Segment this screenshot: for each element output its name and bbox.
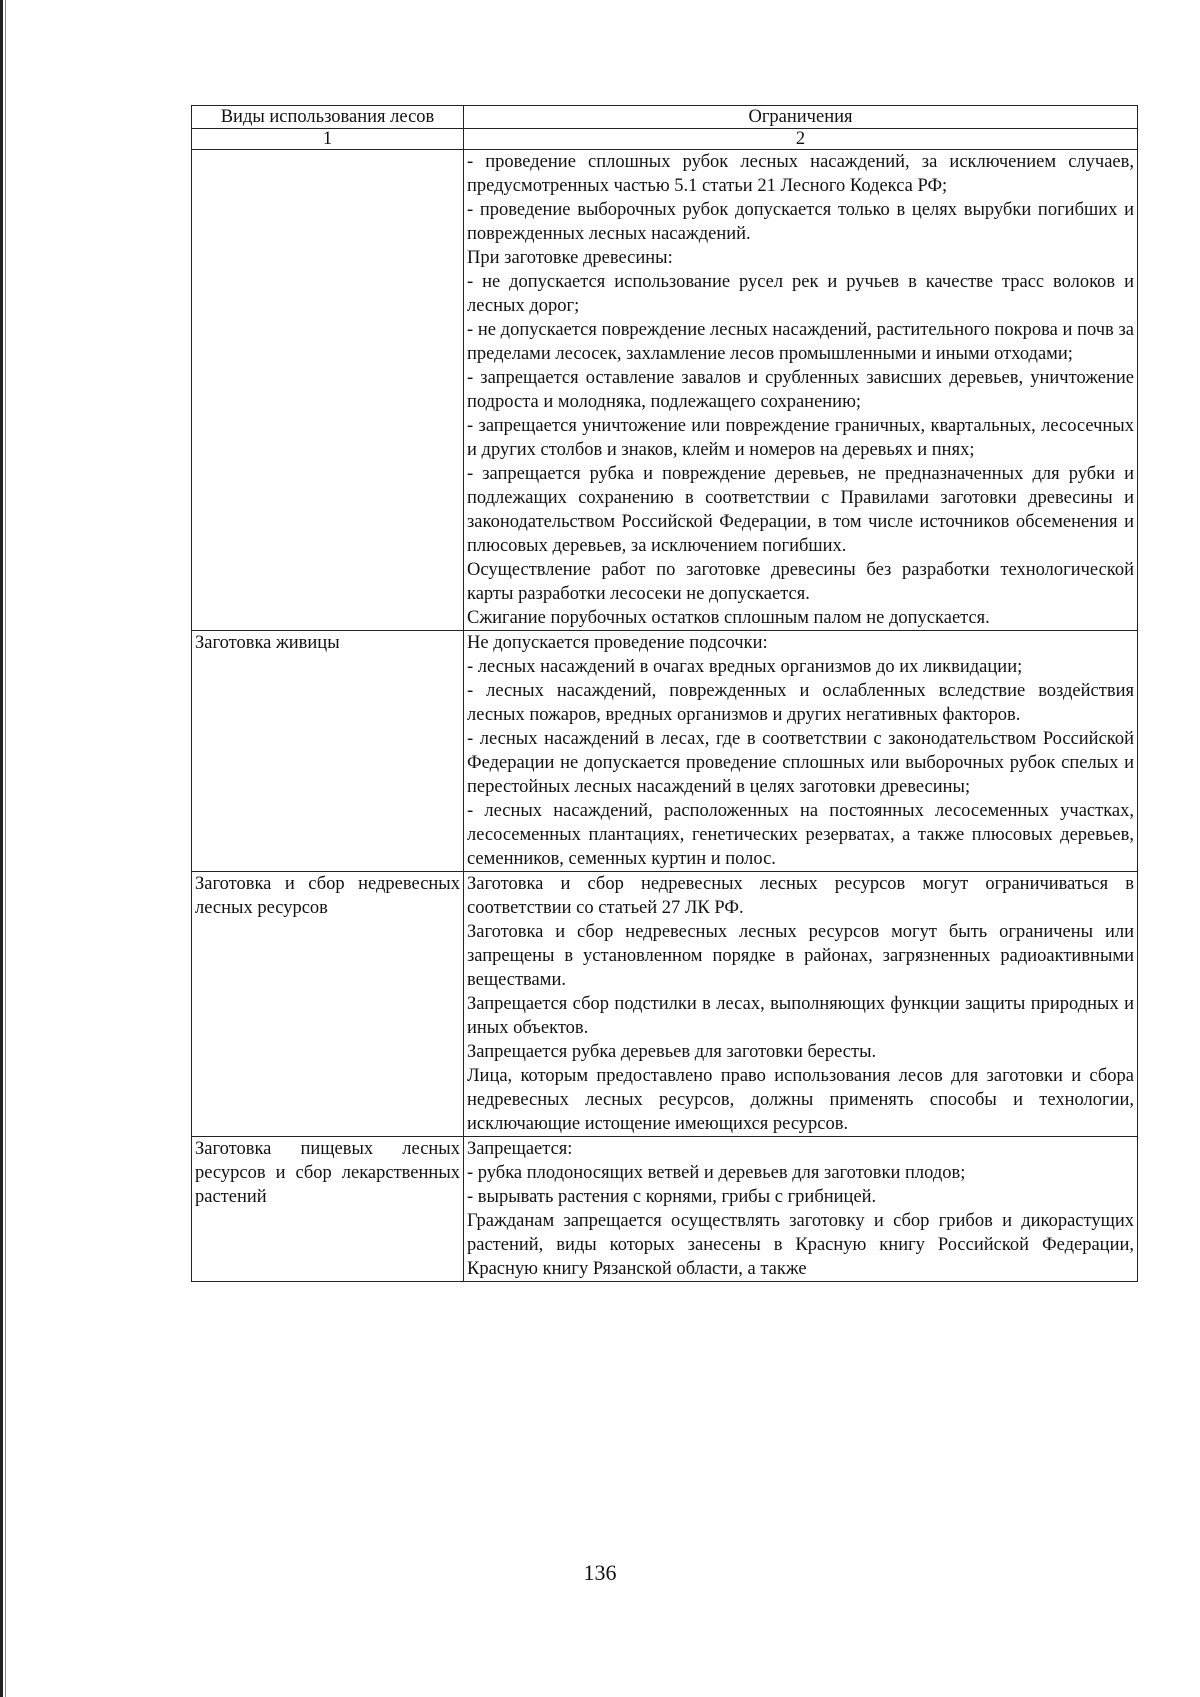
restriction-item: - запрещается уничтожение или повреждение граничных, квартальных, лесосечных и других столбов и знаков, клейм и номеров на деревьях и пнях; — [467, 416, 1134, 460]
header-forest-use: Виды использования лесов — [192, 106, 464, 129]
restriction-item: - запрещается оставление завалов и срубленных зависших деревьев, уничтожение подроста и молодняка, подлежащего сохранению; — [467, 368, 1134, 412]
column-numbers-row — [192, 129, 1138, 150]
column-number-2: 2 — [464, 129, 1138, 150]
restriction-item: - не допускается использование русел рек и ручьев в качестве трасс волоков и лесных дорог; — [467, 272, 1134, 316]
restriction-item: Запрещается рубка деревьев для заготовки бересты. — [467, 1042, 877, 1062]
restriction-item: - лесных насаждений, поврежденных и ослабленных вследствие воздействия лесных пожаров, вредных организмов и других негативных факторов. — [467, 681, 1134, 725]
scan-edge — [0, 0, 3, 1697]
scan-edge-line — [5, 0, 6, 1697]
restriction-item: При заготовке древесины: — [467, 248, 673, 268]
table-row — [192, 872, 1138, 1137]
table-row — [192, 150, 1138, 631]
restriction-item: Заготовка и сбор недревесных лесных ресурсов могут ограничиваться в соответствии со статьей 27 ЛК РФ. — [467, 874, 1134, 918]
restrictions-cell — [464, 631, 1138, 872]
table-header-row — [192, 106, 1138, 129]
restriction-item: - проведение сплошных рубок лесных насаждений, за исключением случаев, предусмотренных частью 5.1 статьи 21 Лесного Кодекса РФ; — [467, 152, 1134, 196]
restriction-item: - лесных насаждений в лесах, где в соответствии с законодательством Российской Федерации не допускается проведение сплошных или выборочных рубок спелых и перестойных лесных насаждений в целях заготовки древесины; — [467, 729, 1134, 797]
restrictions-cell — [464, 150, 1138, 631]
restriction-item: Гражданам запрещается осуществлять заготовку и сбор грибов и дикорастущих растений, виды которых занесены в Красную книгу Российской Федерации, Красную книгу Рязанской области, а также — [467, 1211, 1134, 1279]
restrictions-table — [191, 105, 1138, 1282]
restriction-item: - запрещается рубка и повреждение деревьев, не предназначенных для рубки и подлежащих сохранению в соответствии с Правилами заготовки древесины и законодательством Российской Федерации, в том числе источников обсеменения и плюсовых деревьев, за исключением погибших. — [467, 464, 1134, 556]
restriction-item: - рубка плодоносящих ветвей и деревьев для заготовки плодов; — [467, 1163, 966, 1183]
restriction-item: Не допускается проведение подсочки: — [467, 633, 768, 653]
header-restrictions: Ограничения — [464, 106, 1138, 129]
restrictions-cell — [464, 872, 1138, 1137]
restriction-item: - проведение выборочных рубок допускается только в целях вырубки погибших и поврежденных лесных насаждений. — [467, 200, 1134, 244]
page-number: 136 — [583, 1560, 617, 1585]
restrictions-cell — [464, 1137, 1138, 1282]
restriction-item: Сжигание порубочных остатков сплошным палом не допускается. — [467, 608, 990, 628]
restriction-item: Запрещается: — [467, 1139, 573, 1159]
restriction-item: Запрещается сбор подстилки в лесах, выполняющих функции защиты природных и иных объектов. — [467, 994, 1134, 1038]
restriction-item: Заготовка и сбор недревесных лесных ресурсов могут быть ограничены или запрещены в установленном порядке в районах, загрязненных радиоактивными веществами. — [467, 922, 1134, 990]
restriction-item: - лесных насаждений, расположенных на постоянных лесосеменных участках, лесосеменных плантациях, генетических резерватах, а также плюсовых деревьев, семенников, семенных куртин и полос. — [467, 801, 1134, 869]
table-row — [192, 631, 1138, 872]
restriction-item: - не допускается повреждение лесных насаждений, растительного покрова и почв за пределами лесосек, захламление лесов промышленными и иными отходами; — [467, 320, 1134, 364]
forest-use-cell — [192, 150, 464, 631]
forest-use-cell: Заготовка живицы — [192, 631, 464, 872]
column-number-1: 1 — [192, 129, 464, 150]
forest-use-cell: Заготовка и сбор недревесных лесных ресурсов — [192, 872, 464, 1137]
table-row — [192, 1137, 1138, 1282]
restriction-item: Осуществление работ по заготовке древесины без разработки технологической карты разработки лесосеки не допускается. — [467, 560, 1134, 604]
forest-use-cell: Заготовка пищевых лесных ресурсов и сбор лекарственных растений — [192, 1137, 464, 1282]
restriction-item: - лесных насаждений в очагах вредных организмов до их ликвидации; — [467, 657, 1023, 677]
restriction-item: Лица, которым предоставлено право использования лесов для заготовки и сбора недревесных лесных ресурсов, должны применять способы и технологии, исключающие истощение имеющихся ресурсов. — [467, 1066, 1134, 1134]
restriction-item: - вырывать растения с корнями, грибы с грибницей. — [467, 1187, 877, 1207]
